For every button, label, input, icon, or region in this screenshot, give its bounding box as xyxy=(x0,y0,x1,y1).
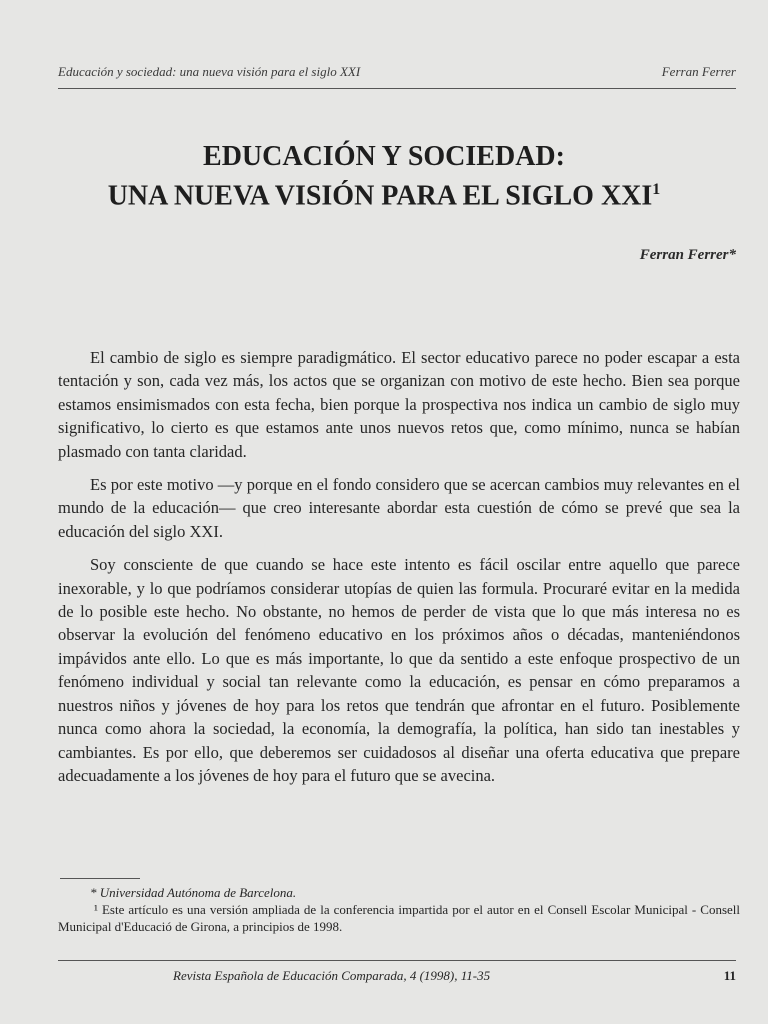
author-name: Ferran Ferrer* xyxy=(639,247,736,263)
page-number: 11 xyxy=(723,968,736,983)
footnote-rule xyxy=(60,878,140,879)
paragraph-2: Es por este motivo —y porque en el fondo considero que se acercan cambios muy relevantes en el mundo de la educación— que creo interesante abordar esta cuestión de cómo se prevé que sea la educación del siglo XXI. xyxy=(58,475,740,541)
running-header-author: Ferran Ferrer xyxy=(661,64,736,79)
article-body xyxy=(58,346,740,797)
article-title-line-2 xyxy=(40,173,728,212)
article-title-line-2-text: UNA NUEVA VISIÓN PARA EL SIGLO XXI xyxy=(107,180,653,212)
footnotes xyxy=(58,884,740,935)
footnote-1: ¹ Este artículo es una versión ampliada de la conferencia impartida por el autor en el Consell Escolar Municipal - Consell Municipal d'Educació de Girona, a principios de 1998. xyxy=(58,902,740,934)
running-header-title: Educación y sociedad: una nueva visión para el siglo XXI xyxy=(58,64,361,79)
article-title-line-1: EDUCACIÓN Y SOCIEDAD: xyxy=(203,141,565,172)
page-footer xyxy=(58,968,736,984)
article-title xyxy=(40,140,728,212)
title-footnote-mark: 1 xyxy=(652,181,661,198)
footer-rule xyxy=(58,960,736,961)
footnote-affiliation: * Universidad Autónoma de Barcelona. xyxy=(90,885,297,900)
journal-citation: Revista Española de Educación Comparada, 4 (1998), 11-35 xyxy=(173,968,491,983)
paragraph-1: El cambio de siglo es siempre paradigmático. El sector educativo parece no poder escapar a esta tentación y son, cada vez más, los actos que se organizan con motivo de este hecho. Bien sea porque estamos ensimismados con esta fecha, bien porque la prospectiva nos indica un cambio de siglo muy significativo, lo cierto es que estamos ante unos nuevos retos que, como mínimo, nunca se habían plasmado con tanta claridad. xyxy=(58,348,740,461)
header-rule xyxy=(58,88,736,89)
paragraph-3: Soy consciente de que cuando se hace este intento es fácil oscilar entre aquello que parece inexorable, y lo que podríamos considerar utopías de quien las formula. Procuraré evitar en la medida de lo posible este hecho. No obstante, no hemos de perder de vista que lo que más interesa no es observar la evolución del fenómeno educativo en los próximos años o décadas, manteniéndonos impávidos ante ello. Lo que es más importante, lo que da sentido a este enfoque prospectivo de un fenómeno individual y social tan relevante como la educación, es pensar en cómo preparamos a nuestros niños y jóvenes de hoy para los retos que tendrán que afrontar en el futuro. Posiblemente nunca como ahora la sociedad, la economía, la demografía, la política, han sido tan inestables y cambiantes. Es por ello, que deberemos ser cuidadosos al diseñar una oferta educativa que prepare adecuadamente a los jóvenes de hoy para el futuro que se avecina. xyxy=(58,555,740,785)
running-header xyxy=(58,64,736,80)
